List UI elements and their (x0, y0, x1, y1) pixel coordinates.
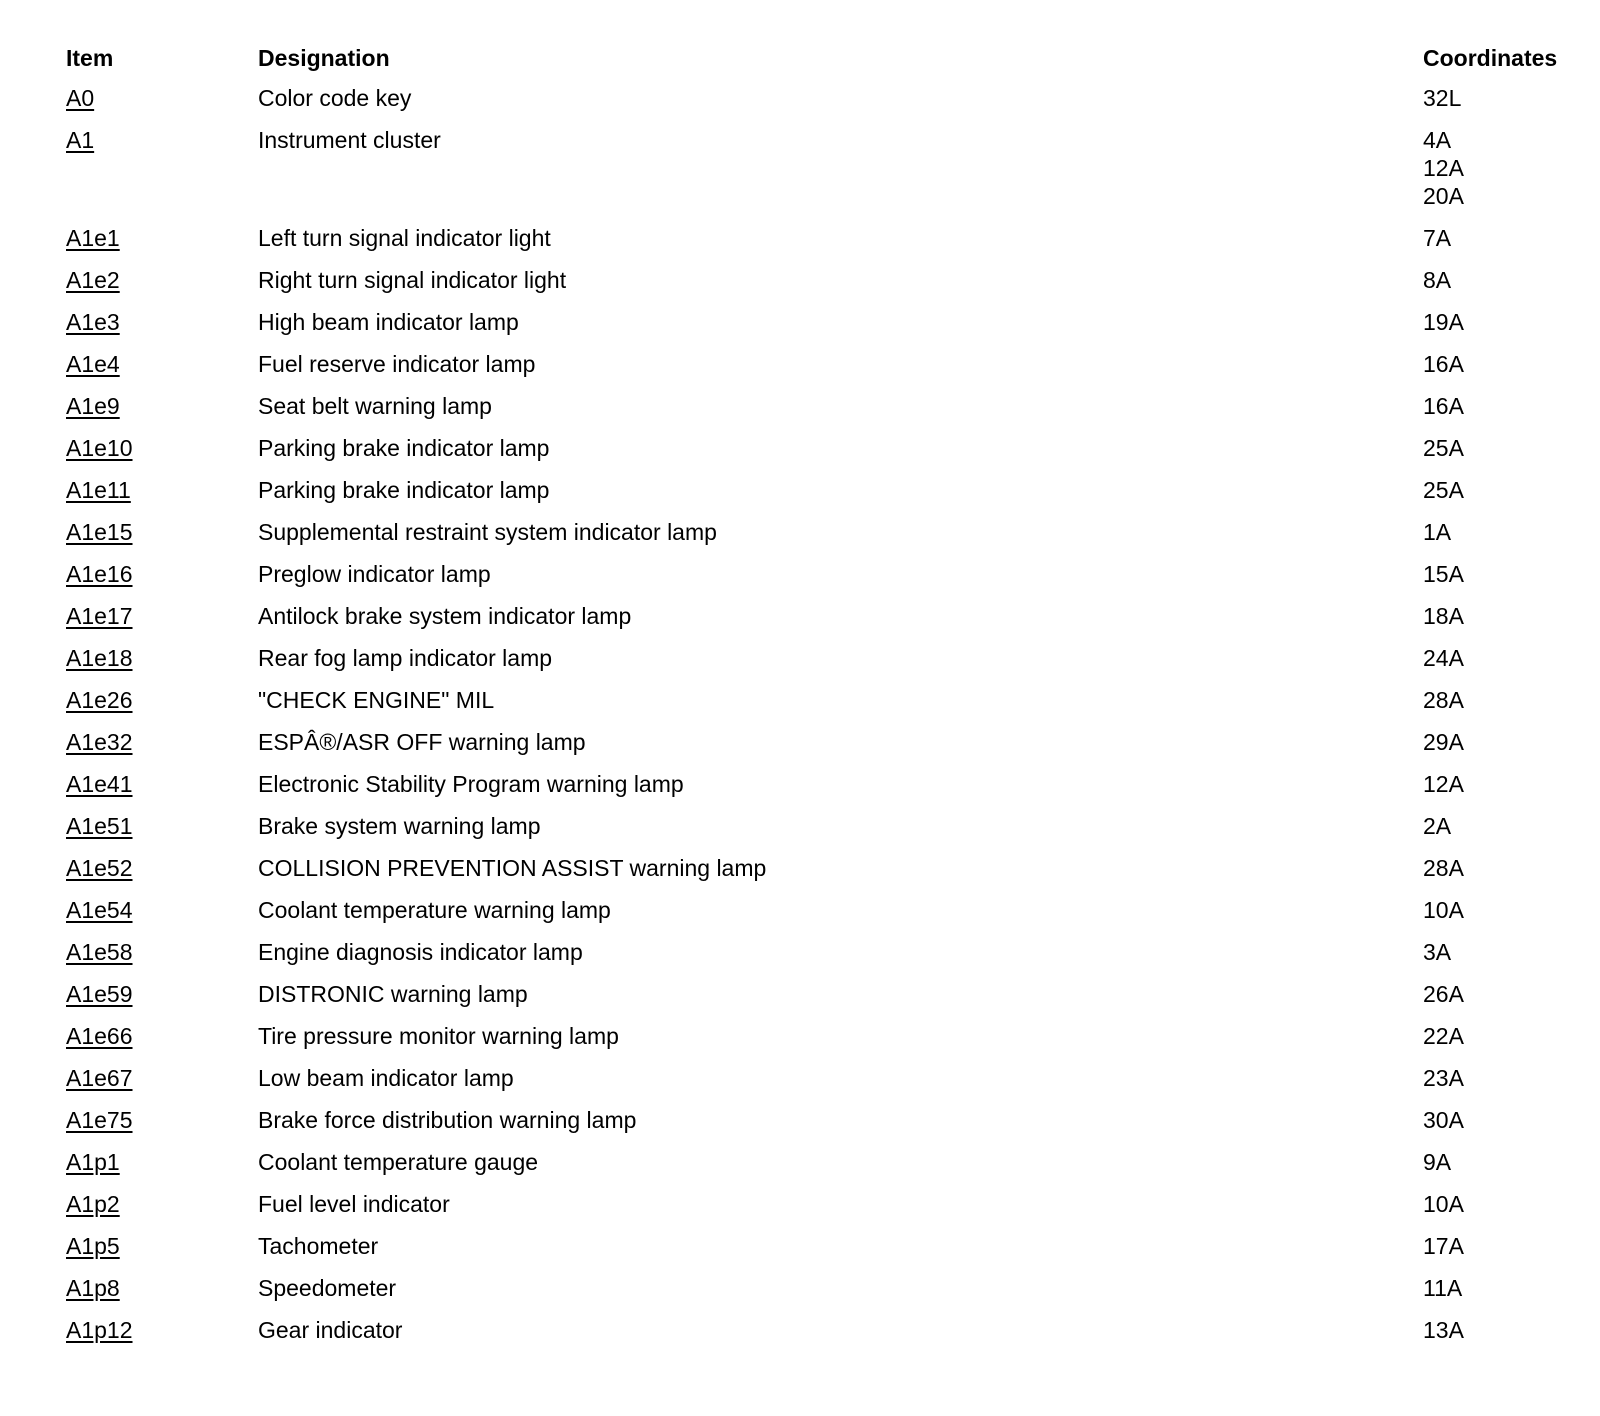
coordinate-value: 22A (1423, 1023, 1464, 1049)
coordinates-cell (1419, 84, 1582, 126)
table-row (62, 224, 1582, 266)
coordinates-cell (1419, 980, 1582, 1022)
item-link[interactable]: A0 (66, 85, 95, 111)
coordinate-value: 24A (1423, 645, 1464, 671)
table-row (62, 1064, 1582, 1106)
designation-cell: Coolant temperature warning lamp (258, 897, 611, 923)
coordinates-cell (1419, 602, 1582, 644)
item-link[interactable]: A1p5 (66, 1233, 120, 1259)
item-link[interactable]: A1 (66, 127, 95, 153)
item-cell (62, 126, 254, 224)
item-cell (62, 812, 254, 854)
table-row (62, 980, 1582, 1022)
item-link[interactable]: A1p1 (66, 1149, 120, 1175)
component-legend-table (62, 44, 1582, 1358)
table-row (62, 644, 1582, 686)
designation-cell: Coolant temperature gauge (258, 1149, 539, 1175)
item-link[interactable]: A1e58 (66, 939, 133, 965)
designation-cell: DISTRONIC warning lamp (258, 981, 528, 1007)
designation-cell: Left turn signal indicator light (258, 225, 551, 251)
item-link[interactable]: A1e51 (66, 813, 133, 839)
coordinates-cell (1419, 770, 1582, 812)
designation-cell: Speedometer (258, 1275, 397, 1301)
coordinate-value: 10A (1423, 897, 1464, 923)
item-link[interactable]: A1p2 (66, 1191, 120, 1217)
item-cell (62, 602, 254, 644)
item-link[interactable]: A1e10 (66, 435, 133, 461)
table-row (62, 476, 1582, 518)
item-link[interactable]: A1e41 (66, 771, 133, 797)
coordinates-cell (1419, 1316, 1582, 1358)
coordinates-cell (1419, 434, 1582, 476)
designation-cell: Brake system warning lamp (258, 813, 541, 839)
item-cell (62, 308, 254, 350)
coordinates-cell (1419, 686, 1582, 728)
item-cell (62, 896, 254, 938)
designation-cell: Color code key (258, 85, 412, 111)
table-row (62, 896, 1582, 938)
table-row (62, 938, 1582, 980)
item-cell (62, 1064, 254, 1106)
item-link[interactable]: A1e2 (66, 267, 120, 293)
coordinates-cell (1419, 812, 1582, 854)
item-cell (62, 1106, 254, 1148)
designation-cell: Gear indicator (258, 1317, 403, 1343)
designation-cell: Low beam indicator lamp (258, 1065, 514, 1091)
coordinate-value: 4A (1423, 127, 1452, 153)
designation-cell: Rear fog lamp indicator lamp (258, 645, 553, 671)
coordinate-value: 19A (1423, 309, 1464, 335)
coordinates-cell (1419, 728, 1582, 770)
designation-cell: Antilock brake system indicator lamp (258, 603, 632, 629)
coordinate-value: 10A (1423, 1191, 1464, 1217)
table-row (62, 770, 1582, 812)
item-link[interactable]: A1e15 (66, 519, 133, 545)
coordinate-value: 32L (1423, 85, 1462, 111)
designation-cell: Brake force distribution warning lamp (258, 1107, 637, 1133)
coordinates-cell (1419, 308, 1582, 350)
item-cell (62, 728, 254, 770)
table-row (62, 728, 1582, 770)
coordinate-value: 16A (1423, 393, 1464, 419)
designation-cell: Right turn signal indicator light (258, 267, 567, 293)
item-cell (62, 644, 254, 686)
item-cell (62, 266, 254, 308)
item-link[interactable]: A1e26 (66, 687, 133, 713)
item-cell (62, 1190, 254, 1232)
item-cell (62, 1274, 254, 1316)
item-link[interactable]: A1e32 (66, 729, 133, 755)
coordinates-cell (1419, 1274, 1582, 1316)
designation-cell: Fuel reserve indicator lamp (258, 351, 536, 377)
coordinate-value: 18A (1423, 603, 1464, 629)
designation-cell: Parking brake indicator lamp (258, 435, 550, 461)
table-row (62, 434, 1582, 476)
coordinates-cell (1419, 1022, 1582, 1064)
designation-cell: Engine diagnosis indicator lamp (258, 939, 583, 965)
item-cell (62, 1022, 254, 1064)
coordinate-value: 3A (1423, 939, 1452, 965)
table-row (62, 854, 1582, 896)
table-row (62, 126, 1582, 224)
coordinates-cell (1419, 896, 1582, 938)
coordinate-value: 25A (1423, 435, 1464, 461)
table-row (62, 812, 1582, 854)
coordinates-cell (1419, 938, 1582, 980)
item-cell (62, 476, 254, 518)
item-link[interactable]: A1e59 (66, 981, 133, 1007)
item-cell (62, 224, 254, 266)
coordinates-cell (1419, 1190, 1582, 1232)
header-row (62, 44, 1582, 84)
table-row (62, 392, 1582, 434)
table-row (62, 1106, 1582, 1148)
table-row (62, 1190, 1582, 1232)
table-row (62, 560, 1582, 602)
table-row (62, 518, 1582, 560)
item-cell (62, 980, 254, 1022)
coordinates-cell (1419, 266, 1582, 308)
coordinates-cell (1419, 1148, 1582, 1190)
table-row (62, 1316, 1582, 1358)
coordinates-cell (1419, 476, 1582, 518)
designation-cell: "CHECK ENGINE" MIL (258, 687, 495, 713)
coordinate-value: 11A (1423, 1275, 1463, 1301)
table-row (62, 1022, 1582, 1064)
coordinate-value: 8A (1423, 267, 1452, 293)
coordinate-value: 28A (1423, 855, 1464, 881)
item-cell (62, 350, 254, 392)
item-link[interactable]: A1e16 (66, 561, 133, 587)
coordinate-value: 1A (1423, 519, 1452, 545)
table-body (62, 84, 1582, 1358)
table-row (62, 1232, 1582, 1274)
designation-cell: COLLISION PREVENTION ASSIST warning lamp (258, 855, 767, 881)
table-row (62, 1274, 1582, 1316)
item-link[interactable]: A1e3 (66, 309, 120, 335)
item-link[interactable]: A1e54 (66, 897, 133, 923)
item-link[interactable]: A1p8 (66, 1275, 120, 1301)
table-row (62, 1148, 1582, 1190)
coordinate-value: 29A (1423, 729, 1464, 755)
coordinate-value: 7A (1423, 225, 1452, 251)
item-cell (62, 518, 254, 560)
item-cell (62, 84, 254, 126)
coordinates-cell (1419, 350, 1582, 392)
coordinate-value: 20A (1423, 183, 1464, 209)
item-cell (62, 434, 254, 476)
designation-cell: Tachometer (258, 1233, 379, 1259)
designation-cell: Instrument cluster (258, 127, 441, 153)
designation-cell: Parking brake indicator lamp (258, 477, 550, 503)
item-link[interactable]: A1e17 (66, 603, 133, 629)
designation-cell: High beam indicator lamp (258, 309, 519, 335)
item-link[interactable]: A1e9 (66, 393, 120, 419)
item-link[interactable]: A1e18 (66, 645, 133, 671)
coordinate-value: 15A (1423, 561, 1464, 587)
item-link[interactable]: A1e75 (66, 1107, 133, 1133)
coordinates-cell (1419, 644, 1582, 686)
coordinate-value: 2A (1423, 813, 1452, 839)
item-cell (62, 1316, 254, 1358)
designation-column-header: Designation (258, 45, 390, 71)
item-link[interactable]: A1e11 (66, 477, 131, 503)
coordinate-value: 26A (1423, 981, 1464, 1007)
coordinates-cell (1419, 854, 1582, 896)
coordinates-cell (1419, 126, 1582, 224)
designation-cell: Supplemental restraint system indicator lamp (258, 519, 717, 545)
coordinates-cell (1419, 518, 1582, 560)
item-link[interactable]: A1e1 (66, 225, 120, 251)
designation-cell: Tire pressure monitor warning lamp (258, 1023, 619, 1049)
item-cell (62, 1148, 254, 1190)
table-row (62, 266, 1582, 308)
designation-cell: Electronic Stability Program warning lamp (258, 771, 684, 797)
table-header (62, 44, 1582, 84)
table-row (62, 350, 1582, 392)
designation-cell: Seat belt warning lamp (258, 393, 492, 419)
coordinates-cell (1419, 392, 1582, 434)
item-link[interactable]: A1p12 (66, 1317, 133, 1343)
item-cell (62, 770, 254, 812)
coordinate-value: 30A (1423, 1107, 1464, 1133)
coordinate-value: 28A (1423, 687, 1464, 713)
designation-cell: Fuel level indicator (258, 1191, 450, 1217)
coordinate-value: 25A (1423, 477, 1464, 503)
item-cell (62, 1232, 254, 1274)
item-column-header: Item (66, 45, 114, 71)
table-row (62, 308, 1582, 350)
table-row (62, 686, 1582, 728)
item-cell (62, 392, 254, 434)
coordinate-value: 16A (1423, 351, 1464, 377)
coordinate-value: 12A (1423, 771, 1464, 797)
item-cell (62, 560, 254, 602)
coordinate-value: 12A (1423, 155, 1464, 181)
item-link[interactable]: A1e52 (66, 855, 133, 881)
coordinates-column-header: Coordinates (1423, 45, 1558, 71)
designation-cell: Preglow indicator lamp (258, 561, 491, 587)
item-link[interactable]: A1e66 (66, 1023, 133, 1049)
table-row (62, 602, 1582, 644)
item-cell (62, 854, 254, 896)
item-link[interactable]: A1e4 (66, 351, 120, 377)
designation-cell: ESPÂ®/ASR OFF warning lamp (258, 729, 586, 755)
coordinate-value: 23A (1423, 1065, 1464, 1091)
coordinate-value: 13A (1423, 1317, 1464, 1343)
table-row (62, 84, 1582, 126)
item-cell (62, 938, 254, 980)
item-cell (62, 686, 254, 728)
coordinate-value: 9A (1423, 1149, 1452, 1175)
coordinates-cell (1419, 224, 1582, 266)
coordinates-cell (1419, 1064, 1582, 1106)
item-link[interactable]: A1e67 (66, 1065, 133, 1091)
coordinate-value: 17A (1423, 1233, 1464, 1259)
coordinates-cell (1419, 560, 1582, 602)
coordinates-cell (1419, 1106, 1582, 1148)
coordinates-cell (1419, 1232, 1582, 1274)
